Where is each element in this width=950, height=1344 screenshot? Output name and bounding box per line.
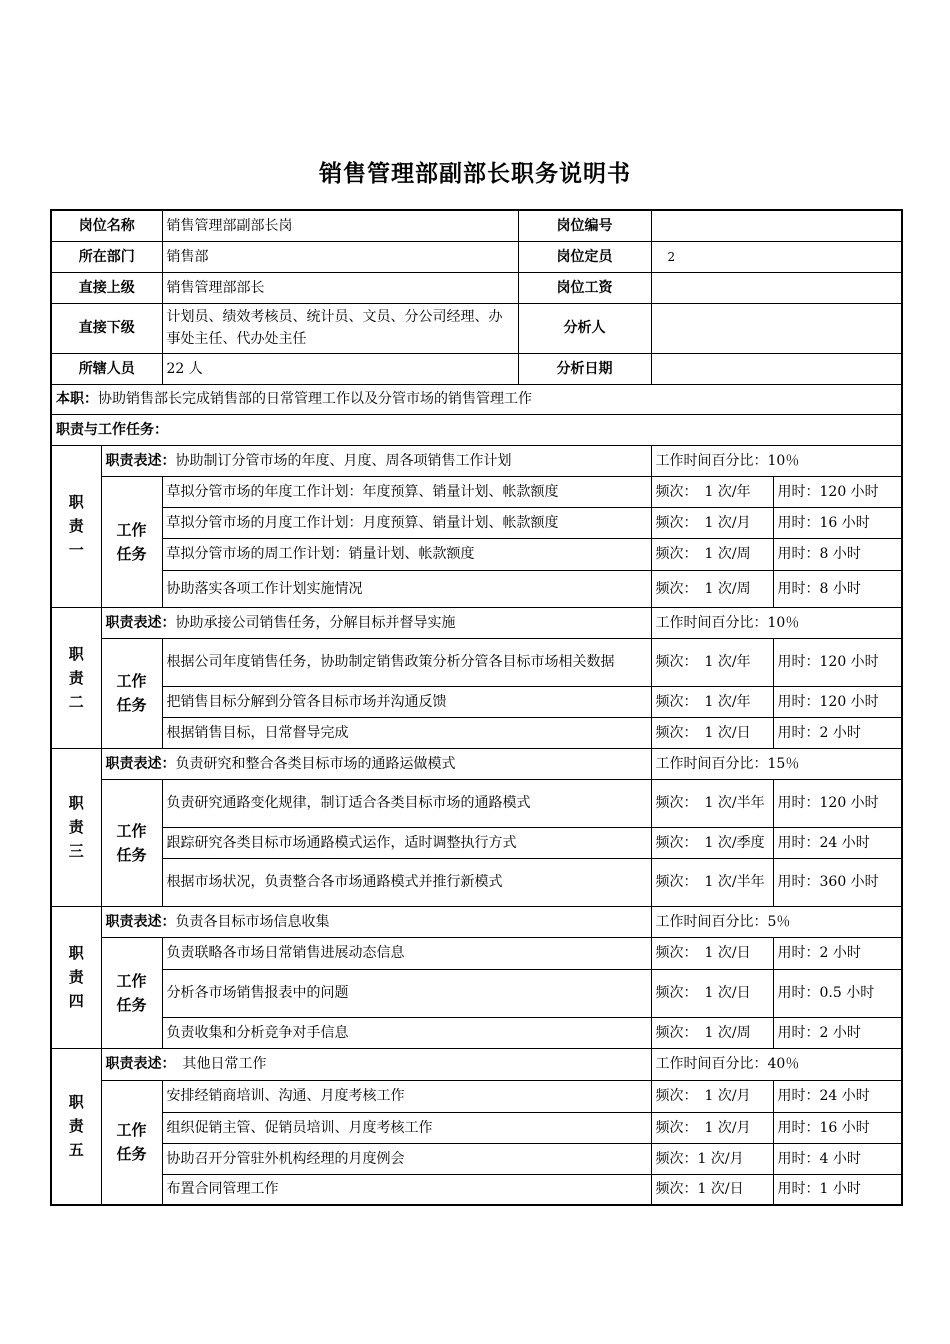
salary-label: 岗位工资 xyxy=(518,272,651,303)
salary-value xyxy=(651,272,902,303)
task-label-part: 任务 xyxy=(116,845,147,864)
post-no-label: 岗位编号 xyxy=(518,210,651,241)
task-frequency: 频次： 1 次/年 xyxy=(651,638,773,686)
task-duration: 用时：8 小时 xyxy=(773,570,902,607)
task-row xyxy=(51,1080,902,1112)
duty-name-char: 责 xyxy=(68,517,84,535)
task-row xyxy=(51,638,902,686)
task-row xyxy=(51,1017,902,1048)
post-name-value: 销售管理部副部长岗 xyxy=(162,210,518,241)
duty-description xyxy=(101,607,651,638)
post-no-value xyxy=(651,210,902,241)
duty-description-label: 职责表述： xyxy=(105,755,176,772)
task-text: 协助落实各项工作计划实施情况 xyxy=(162,570,651,607)
task-row xyxy=(51,538,902,570)
duty-description-text: 协助制订分管市场的年度、月度、周各项销售工作计划 xyxy=(175,452,512,469)
task-text: 草拟分管市场的周工作计划：销量计划、帐款额度 xyxy=(162,538,651,570)
task-duration: 用时：8 小时 xyxy=(773,538,902,570)
duty-description-text: 负责各目标市场信息收集 xyxy=(175,913,330,930)
task-label-part: 工作 xyxy=(116,821,147,840)
task-text: 根据销售目标，日常督导完成 xyxy=(162,717,651,748)
task-label-part: 工作 xyxy=(116,971,147,990)
task-row xyxy=(51,779,902,827)
main-duty-label: 本职： xyxy=(56,391,98,407)
quota-value: 2 xyxy=(651,241,902,272)
duty-desc-row xyxy=(51,748,902,779)
duty-name xyxy=(51,906,101,1048)
task-frequency: 频次： 1 次/半年 xyxy=(651,858,773,906)
task-label-part: 工作 xyxy=(116,520,147,539)
duty-name-char: 三 xyxy=(68,842,84,860)
task-label xyxy=(101,638,162,748)
task-frequency: 频次：1 次/日 xyxy=(651,1174,773,1205)
post-name-label: 岗位名称 xyxy=(51,210,162,241)
staff-label: 所辖人员 xyxy=(51,353,162,384)
duty-time-percent: 工作时间百分比：10％ xyxy=(651,607,902,638)
duty-name-char: 责 xyxy=(68,668,84,687)
task-frequency: 频次：1 次/月 xyxy=(651,1143,773,1174)
task-row xyxy=(51,827,902,858)
duty-name xyxy=(51,607,101,748)
task-label xyxy=(101,779,162,906)
task-text: 把销售目标分解到分管各目标市场并沟通反馈 xyxy=(162,686,651,717)
duty-name-char: 四 xyxy=(68,992,84,1010)
header-row xyxy=(51,210,902,241)
duty-name-char: 责 xyxy=(68,818,84,836)
task-frequency: 频次： 1 次/日 xyxy=(651,937,773,969)
date-value xyxy=(651,353,902,384)
task-label xyxy=(101,1080,162,1205)
task-row xyxy=(51,1143,902,1174)
duty-description-text: 负责研究和整合各类目标市场的通路运做模式 xyxy=(175,755,456,772)
task-text: 根据公司年度销售任务，协助制定销售政策分析分管各目标市场相关数据 xyxy=(162,638,651,686)
duty-description-text: 其他日常工作 xyxy=(168,1056,267,1072)
task-duration: 用时：16 小时 xyxy=(773,507,902,538)
header-row xyxy=(51,241,902,272)
task-row xyxy=(51,717,902,748)
dept-label: 所在部门 xyxy=(51,241,162,272)
task-frequency: 频次： 1 次/月 xyxy=(651,507,773,538)
task-row xyxy=(51,686,902,717)
task-text: 负责研究通路变化规律，制订适合各类目标市场的通路模式 xyxy=(162,779,651,827)
task-text: 负责联略各市场日常销售进展动态信息 xyxy=(162,937,651,969)
section-label: 职责与工作任务： xyxy=(51,414,902,445)
duty-name xyxy=(51,748,101,906)
task-row xyxy=(51,1112,902,1143)
duty-desc-row xyxy=(51,906,902,937)
task-text: 草拟分管市场的月度工作计划：月度预算、销量计划、帐款额度 xyxy=(162,507,651,538)
task-frequency: 频次： 1 次/年 xyxy=(651,476,773,507)
task-row xyxy=(51,969,902,1017)
task-row xyxy=(51,1174,902,1205)
task-row xyxy=(51,476,902,507)
task-duration: 用时：4 小时 xyxy=(773,1143,902,1174)
task-duration: 用时：120 小时 xyxy=(773,779,902,827)
task-text: 负责收集和分析竞争对手信息 xyxy=(162,1017,651,1048)
task-duration: 用时：16 小时 xyxy=(773,1112,902,1143)
task-frequency: 频次： 1 次/年 xyxy=(651,686,773,717)
duty-name-char: 职 xyxy=(68,944,84,962)
analyst-value xyxy=(651,303,902,353)
task-row xyxy=(51,507,902,538)
superior-label: 直接上级 xyxy=(51,272,162,303)
task-duration: 用时：2 小时 xyxy=(773,717,902,748)
task-row xyxy=(51,570,902,607)
task-row xyxy=(51,937,902,969)
job-description-table xyxy=(50,209,903,1206)
duty-description xyxy=(101,906,651,937)
dept-value: 销售部 xyxy=(162,241,518,272)
analyst-label: 分析人 xyxy=(518,303,651,353)
duty-name-char: 职 xyxy=(68,644,84,663)
duty-name-char: 二 xyxy=(68,692,84,711)
duty-description-label: 职责表述： xyxy=(105,913,176,930)
task-frequency: 频次： 1 次/周 xyxy=(651,1017,773,1048)
task-frequency: 频次： 1 次/季度 xyxy=(651,827,773,858)
header-row xyxy=(51,303,902,353)
section-row xyxy=(51,414,902,445)
duty-name-char: 责 xyxy=(68,968,84,986)
staff-value: 22 人 xyxy=(162,353,518,384)
task-text: 安排经销商培训、沟通、月度考核工作 xyxy=(162,1080,651,1112)
task-frequency: 频次： 1 次/日 xyxy=(651,717,773,748)
duty-name-char: 责 xyxy=(68,1117,84,1136)
task-duration: 用时：2 小时 xyxy=(773,937,902,969)
task-label-part: 工作 xyxy=(116,1121,147,1140)
duty-description-label: 职责表述： xyxy=(105,1056,169,1072)
task-duration: 用时：120 小时 xyxy=(773,638,902,686)
task-label-part: 任务 xyxy=(116,696,147,714)
page-title: 销售管理部副部长职务说明书 xyxy=(319,161,631,187)
task-duration: 用时：2 小时 xyxy=(773,1017,902,1048)
task-text: 组织促销主管、促销员培训、月度考核工作 xyxy=(162,1112,651,1143)
duty-description-text: 协助承接公司销售任务，分解目标并督导实施 xyxy=(175,614,456,631)
task-label-part: 任务 xyxy=(116,995,147,1014)
duty-name xyxy=(51,1048,101,1205)
duty-time-percent: 工作时间百分比：40％ xyxy=(651,1048,902,1080)
task-label xyxy=(101,476,162,607)
task-duration: 用时：120 小时 xyxy=(773,686,902,717)
task-frequency: 频次： 1 次/周 xyxy=(651,538,773,570)
subordinate-value: 计划员、绩效考核员、统计员、文员、分公司经理、办事处主任、代办处主任 xyxy=(162,303,518,353)
header-row xyxy=(51,353,902,384)
task-frequency: 频次： 1 次/月 xyxy=(651,1112,773,1143)
duty-name-char: 一 xyxy=(68,541,84,559)
main-duty-text: 协助销售部长完成销售部的日常管理工作以及分管市场的销售管理工作 xyxy=(98,391,532,407)
main-duty xyxy=(51,384,902,414)
duty-name-char: 五 xyxy=(68,1141,84,1160)
duty-desc-row xyxy=(51,607,902,638)
duty-description-label: 职责表述： xyxy=(105,452,176,469)
superior-value: 销售管理部部长 xyxy=(162,272,518,303)
duty-name-char: 职 xyxy=(68,1093,84,1112)
task-label-part: 任务 xyxy=(116,544,147,563)
task-duration: 用时：120 小时 xyxy=(773,476,902,507)
quota-label: 岗位定员 xyxy=(518,241,651,272)
duty-time-percent: 工作时间百分比：10％ xyxy=(651,445,902,476)
task-label-part: 任务 xyxy=(116,1145,147,1164)
task-label-part: 工作 xyxy=(116,672,147,690)
task-label xyxy=(101,937,162,1048)
duty-description-label: 职责表述： xyxy=(105,614,176,631)
task-duration: 用时：24 小时 xyxy=(773,827,902,858)
task-duration: 用时：0.5 小时 xyxy=(773,969,902,1017)
duty-name-char: 职 xyxy=(68,794,84,812)
task-text: 跟踪研究各类目标市场通路模式运作，适时调整执行方式 xyxy=(162,827,651,858)
duty-name xyxy=(51,445,101,607)
duty-description xyxy=(101,748,651,779)
task-frequency: 频次： 1 次/半年 xyxy=(651,779,773,827)
date-label: 分析日期 xyxy=(518,353,651,384)
duty-time-percent: 工作时间百分比：15％ xyxy=(651,748,902,779)
header-row xyxy=(51,272,902,303)
duty-desc-row xyxy=(51,1048,902,1080)
task-text: 草拟分管市场的年度工作计划：年度预算、销量计划、帐款额度 xyxy=(162,476,651,507)
task-frequency: 频次： 1 次/日 xyxy=(651,969,773,1017)
duty-description xyxy=(101,445,651,476)
duty-name-char: 职 xyxy=(68,493,84,511)
duty-description xyxy=(101,1048,651,1080)
task-frequency: 频次： 1 次/月 xyxy=(651,1080,773,1112)
task-text: 根据市场状况，负责整合各市场通路模式并推行新模式 xyxy=(162,858,651,906)
task-text: 协助召开分管驻外机构经理的月度例会 xyxy=(162,1143,651,1174)
task-frequency: 频次： 1 次/周 xyxy=(651,570,773,607)
subordinate-label: 直接下级 xyxy=(51,303,162,353)
task-text: 分析各市场销售报表中的问题 xyxy=(162,969,651,1017)
task-text: 布置合同管理工作 xyxy=(162,1174,651,1205)
task-duration: 用时：1 小时 xyxy=(773,1174,902,1205)
main-duty-row xyxy=(51,384,902,414)
task-duration: 用时：24 小时 xyxy=(773,1080,902,1112)
duty-time-percent: 工作时间百分比：5％ xyxy=(651,906,902,937)
task-duration: 用时：360 小时 xyxy=(773,858,902,906)
task-row xyxy=(51,858,902,906)
duty-desc-row xyxy=(51,445,902,476)
